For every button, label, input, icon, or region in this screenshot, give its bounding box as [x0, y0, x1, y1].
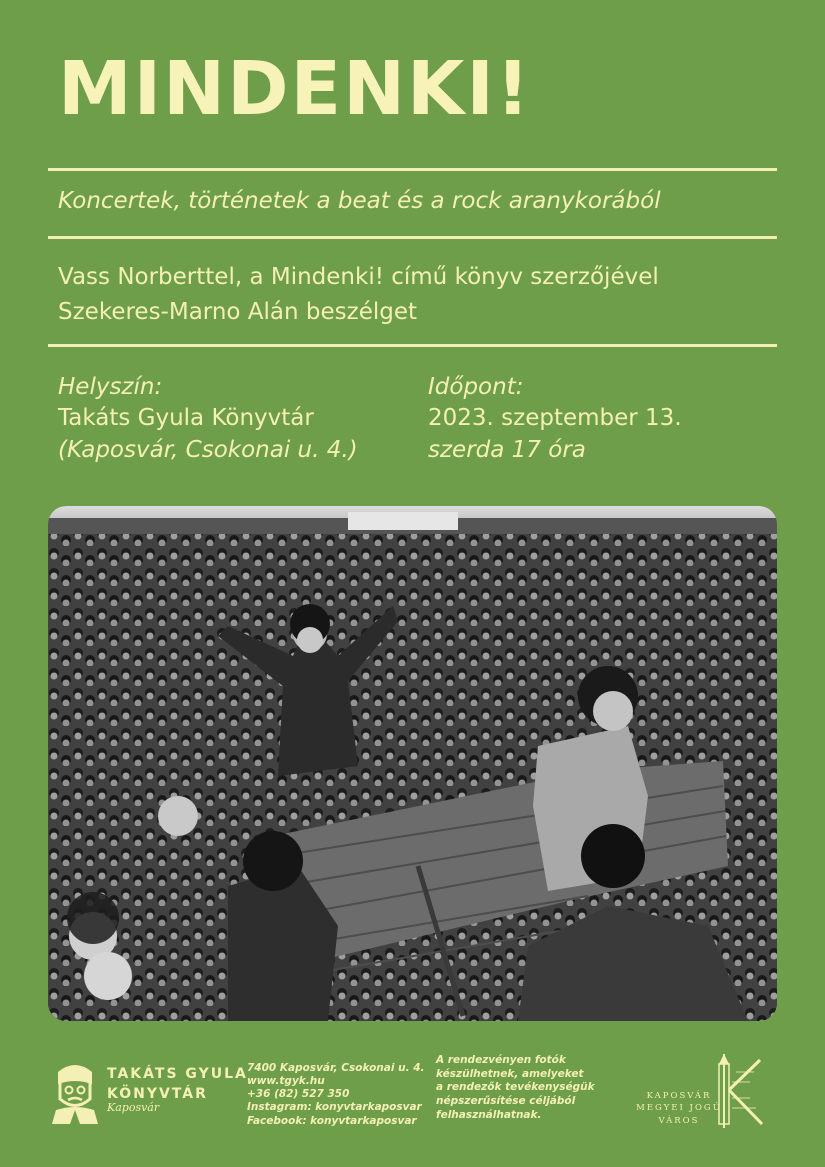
- contact-instagram: Instagram: konyvtarkaposvar: [247, 1101, 422, 1114]
- divider: [48, 344, 777, 347]
- venue-label: Helyszín:: [58, 374, 163, 400]
- contact-website-link[interactable]: www.tgyk.hu: [247, 1075, 325, 1088]
- library-city: Kaposvár: [107, 1101, 160, 1114]
- city-line-2: MEGYEI JOGÚ: [636, 1103, 722, 1114]
- divider: [48, 168, 777, 171]
- time-label: Időpont:: [428, 374, 524, 400]
- concert-crowd-photo: [48, 506, 777, 1021]
- time-block: [428, 372, 682, 466]
- notice-line: készülhetnek, amelyeket: [436, 1067, 584, 1080]
- venue-address: (Kaposvár, Csokonai u. 4.): [58, 436, 358, 463]
- venue-name: Takáts Gyula Könyvtár: [58, 405, 314, 432]
- library-name-line-2: KÖNYVTÁR: [107, 1086, 208, 1103]
- page-title: MINDENKI!: [58, 46, 532, 132]
- contact-facebook: Facebook: konyvtarkaposvar: [247, 1114, 417, 1127]
- notice-line: A rendezvényen fotók: [436, 1054, 566, 1066]
- event-date: 2023. szeptember 13.: [428, 405, 682, 432]
- guest-line-2: Szekeres-Marno Alán beszélget: [58, 298, 418, 325]
- city-line-1: KAPOSVÁR: [646, 1091, 712, 1101]
- guest-line-1: Vass Norberttel, a Mindenki! című könyv szerzőjével: [58, 264, 659, 290]
- library-name: [107, 1064, 248, 1105]
- library-name-line-1: TAKÁTS GYULA: [107, 1066, 248, 1082]
- guest-info: [58, 260, 659, 329]
- event-day-time: szerda 17 óra: [428, 436, 586, 463]
- notice-line: a rendezők tevékenységük: [436, 1081, 595, 1094]
- notice-line: népszerűsítése céljából: [436, 1094, 576, 1107]
- city-line-3: VÁROS: [658, 1115, 700, 1126]
- contact-address: 7400 Kaposvár, Csokonai u. 4.: [247, 1062, 425, 1074]
- subtitle: Koncertek, történetek a beat és a rock aranykorából: [58, 188, 661, 214]
- divider: [48, 236, 777, 239]
- notice-line: felhasználhatnak.: [436, 1108, 542, 1121]
- contact-info: [247, 1062, 425, 1128]
- venue-block: [58, 372, 358, 466]
- footer: [0, 1052, 825, 1167]
- photo-notice: [436, 1054, 595, 1122]
- city-emblem-icon: [710, 1052, 766, 1130]
- library-logo-icon: [50, 1054, 100, 1124]
- contact-phone: +36 (82) 527 350: [247, 1088, 350, 1101]
